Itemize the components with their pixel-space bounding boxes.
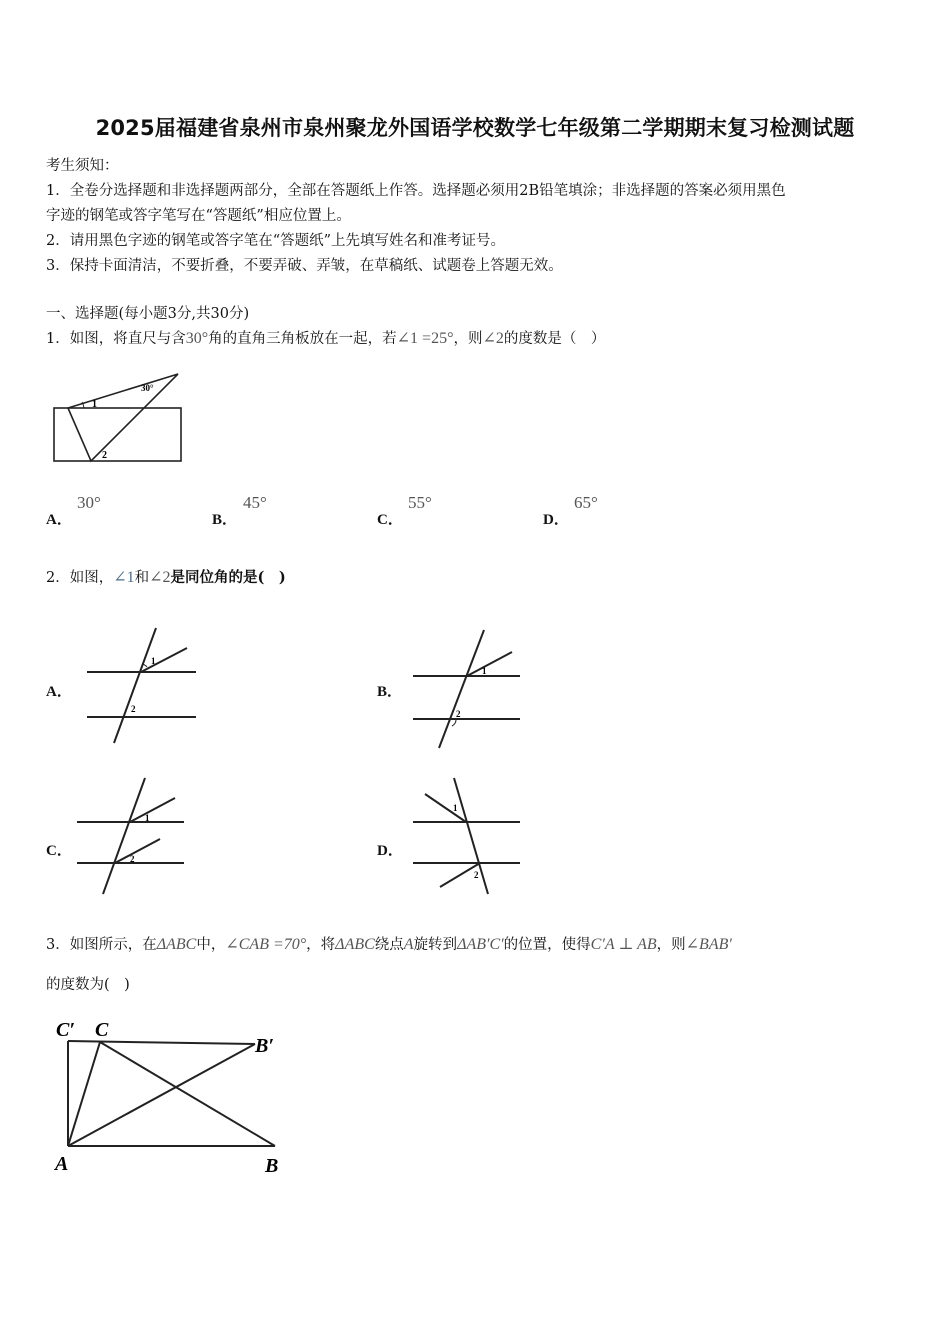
question-1-text [46, 327, 605, 348]
question-number: 1． [46, 331, 70, 347]
label-c-prime: C′ [56, 1019, 75, 1041]
q2-figure-c [74, 776, 189, 896]
label-b: B [265, 1155, 279, 1177]
question-text: 的度数是（ ） [503, 331, 606, 347]
label-angle-1: 1 [151, 656, 156, 666]
math-triangle-abpcp: ΔAB′C′ [457, 936, 504, 953]
math-triangle-abc: ΔABC [156, 936, 197, 953]
label-a: A [55, 1153, 69, 1175]
question-number: 3． [46, 937, 70, 953]
option-c-value: 55° [408, 493, 432, 512]
q2-option-d-label[interactable]: D． [377, 843, 403, 859]
label-b-prime: B′ [255, 1035, 274, 1057]
q2-option-a-label[interactable]: A． [46, 684, 72, 700]
question-text: ，将 [306, 937, 336, 953]
q2-figure-a [84, 626, 199, 746]
question-number: 2． [46, 570, 70, 586]
math-triangle-abc: ΔABC [335, 936, 375, 953]
notice-item-2: 2．请用黑色字迹的钢笔或答字笔在“答题纸”上先填写姓名和准考证号。 [46, 233, 506, 249]
question-text: ，则 [656, 937, 686, 953]
notice-item-1-line-2: 字迹的钢笔或答字笔写在“答题纸”相应位置上。 [46, 208, 351, 224]
notice-heading: 考生须知： [46, 158, 119, 174]
q2-figure-d [410, 776, 525, 896]
math-point-a: A [403, 936, 414, 953]
option-d-value: 65° [574, 493, 598, 512]
question-text: 绕点 [374, 937, 404, 953]
q2-option-c-label[interactable]: C． [46, 843, 72, 859]
page-title: 2025届福建省泉州市泉州聚龙外国语学校数学七年级第二学期期末复习检测试题 [95, 116, 855, 140]
math-angle-babp: ∠BAB′ [685, 936, 732, 953]
math-angle1: ∠1 [113, 569, 135, 586]
label-angle-2: 2 [456, 709, 461, 719]
option-d-label[interactable]: D． [543, 512, 569, 528]
label-angle-2: 2 [130, 854, 135, 864]
question-3-text [46, 933, 732, 954]
label-angle-2: 2 [102, 450, 107, 461]
question-text: 角的直角三角板放在一起，若 [208, 331, 397, 347]
math-angle2: ∠2 [149, 569, 171, 586]
question-text: ，则 [453, 331, 483, 347]
label-angle-1: 1 [482, 666, 487, 676]
notice-item-1-line-1: 1．全卷分选择题和非选择题两部分，全部在答题纸上作答。选择题必须用2B铅笔填涂；非选择题的答案必须用黑色 [46, 183, 786, 199]
question-2-text [46, 566, 286, 587]
label-c: C [95, 1019, 109, 1041]
question-text: 如图， [69, 570, 114, 586]
math-angle2: ∠2 [482, 330, 504, 347]
label-angle-1: 1 [453, 803, 458, 813]
option-c-label[interactable]: C． [377, 512, 403, 528]
question-3-text-line-2: 的度数为( ) [46, 977, 130, 993]
notice-item-3: 3．保持卡面清洁，不要折叠，不要弄破、弄皱，在草稿纸、试题卷上答题无效。 [46, 258, 563, 274]
option-b-value: 45° [243, 493, 267, 512]
label-angle-2: 2 [131, 704, 136, 714]
question-text: 旋转到 [413, 937, 458, 953]
question-text: 是同位角的是( ) [170, 569, 286, 586]
q2-option-b-label[interactable]: B． [377, 684, 403, 700]
question-text: 如图，将直尺与含 [69, 331, 186, 347]
math-angle1-equals: ∠1 =25° [396, 330, 454, 347]
option-a-label[interactable]: A． [46, 512, 72, 528]
q3-rotation-figure [50, 1014, 290, 1179]
section-heading: 一、选择题(每小题3分,共30分) [46, 306, 250, 322]
label-angle-2: 2 [474, 870, 479, 880]
question-text: 的位置，使得 [503, 937, 591, 953]
question-text: 中， [196, 937, 226, 953]
label-angle-1: 1 [92, 399, 97, 410]
q2-figure-b [410, 628, 525, 750]
label-angle-1: 1 [145, 813, 150, 823]
label-30-degrees: 30° [141, 383, 154, 393]
q1-ruler-triangle-figure [46, 366, 191, 468]
math-angle-cab: ∠CAB =70° [225, 936, 307, 953]
question-text: 和 [134, 570, 150, 586]
option-a-value: 30° [77, 493, 101, 512]
question-text: 如图所示，在 [69, 937, 157, 953]
math-perpendicular: C′A ⊥ AB [590, 936, 657, 953]
option-b-label[interactable]: B． [212, 512, 238, 528]
math-30-degrees: 30° [185, 330, 209, 347]
